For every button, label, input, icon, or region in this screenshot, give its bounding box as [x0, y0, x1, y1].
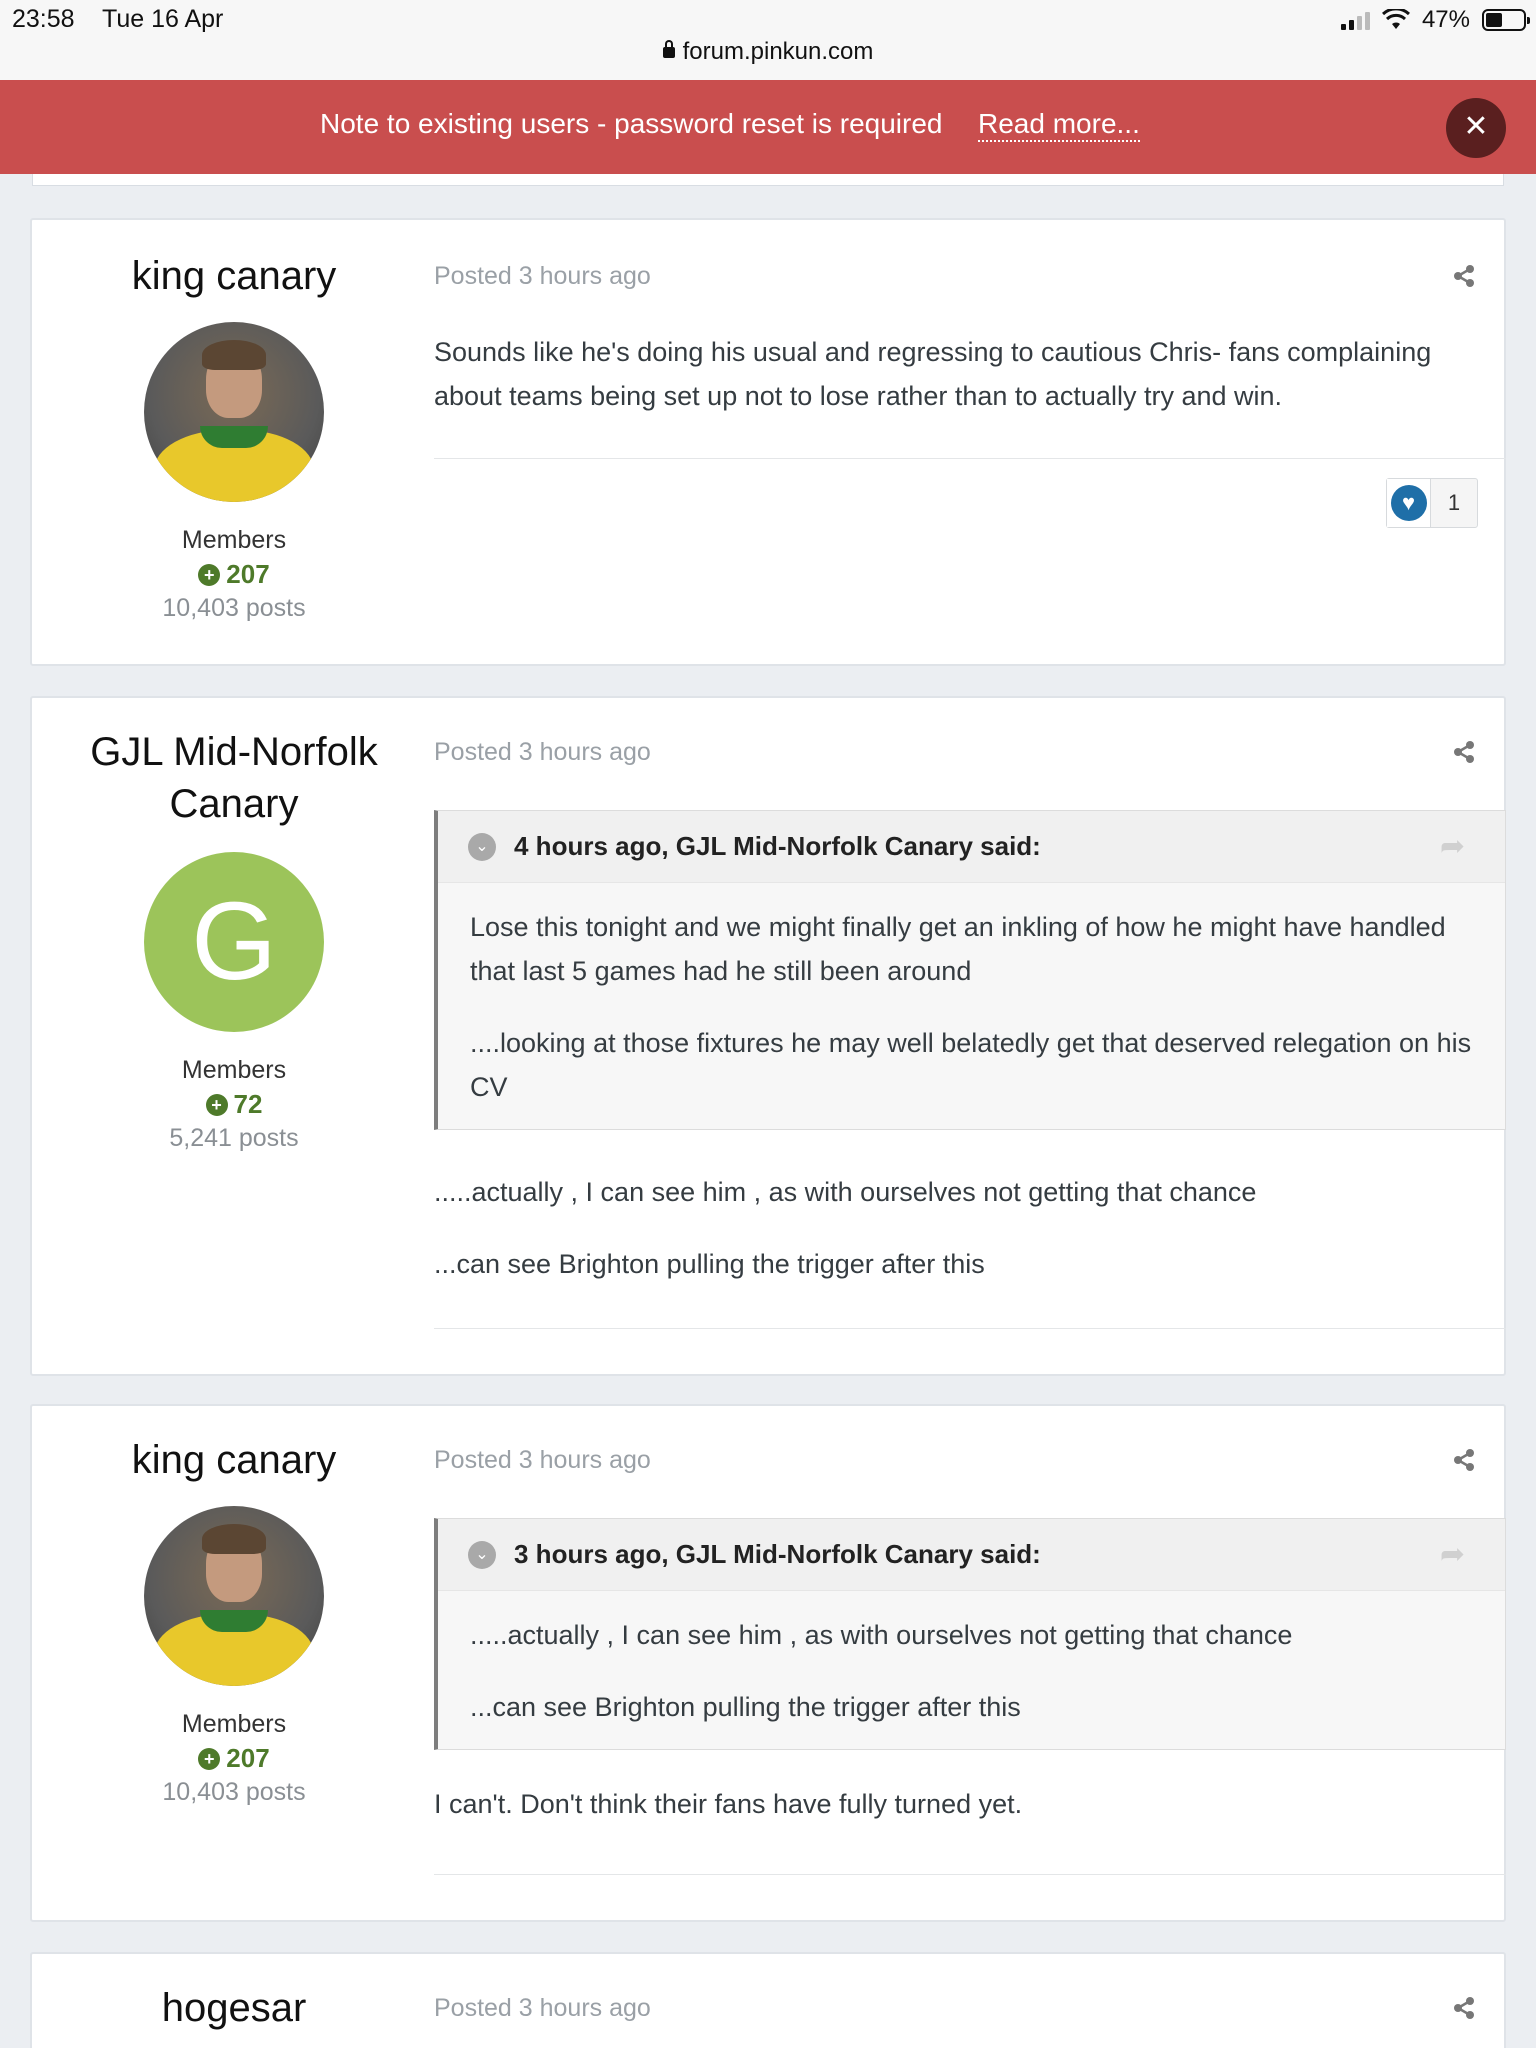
- status-indicators: [1341, 6, 1526, 34]
- quote-paragraph: .....actually , I can see him , as with ourselves not getting that chance: [470, 1620, 1293, 1650]
- post-card: [30, 1952, 1506, 2048]
- author-name[interactable]: king canary: [131, 254, 337, 298]
- share-icon[interactable]: [1452, 740, 1476, 764]
- quote-paragraph: Lose this tonight and we might finally get an inkling of how he might have handled that last 5 games had he still been around: [470, 912, 1446, 986]
- quote-block: [434, 810, 1506, 1130]
- share-icon[interactable]: [1452, 264, 1476, 288]
- author-name[interactable]: king canary: [131, 1438, 337, 1482]
- plus-icon: +: [198, 1748, 220, 1770]
- plus-icon: +: [198, 564, 220, 586]
- author-name[interactable]: GJL Mid-Norfolk Canary: [90, 730, 378, 826]
- battery-icon: [1482, 9, 1526, 31]
- quote-citation: 3 hours ago, GJL Mid-Norfolk Canary said:: [514, 1539, 1041, 1569]
- member-group: Members: [181, 526, 287, 554]
- announcement-banner: [0, 80, 1536, 174]
- post-divider: [434, 458, 1506, 459]
- reputation-badge: + 72: [32, 1089, 436, 1120]
- cellular-signal-icon: [1341, 10, 1370, 30]
- quote-body: [438, 883, 1505, 1129]
- quote-citation: 4 hours ago, GJL Mid-Norfolk Canary said:: [514, 831, 1041, 861]
- quote-block: [434, 1518, 1506, 1750]
- post-body: [434, 1170, 1482, 1286]
- post-divider: [434, 1874, 1506, 1875]
- post-body: [434, 330, 1482, 418]
- share-icon[interactable]: [1452, 1448, 1476, 1472]
- post-author-panel: [32, 1982, 436, 2034]
- post-card: [30, 1404, 1506, 1922]
- post-paragraph: Sounds like he's doing his usual and regressing to cautious Chris- fans complaining about teams being set up not to lose rather than to actually try and win.: [434, 337, 1432, 411]
- post-timestamp[interactable]: Posted 3 hours ago: [434, 1446, 651, 1474]
- reply-arrow-icon[interactable]: ➦: [1439, 1538, 1465, 1571]
- post-timestamp[interactable]: Posted 3 hours ago: [434, 262, 651, 290]
- wifi-icon: [1382, 9, 1410, 31]
- lock-icon: [663, 47, 675, 58]
- post-body: [434, 1782, 1482, 1826]
- avatar[interactable]: [144, 322, 324, 502]
- url-bar[interactable]: [0, 38, 1536, 66]
- previous-post-edge: [32, 174, 1504, 186]
- reaction-button[interactable]: [1386, 478, 1478, 528]
- banner-read-more-link[interactable]: Read more...: [978, 108, 1140, 142]
- avatar[interactable]: [144, 1506, 324, 1686]
- quote-header: [438, 811, 1505, 883]
- quote-body: [438, 1591, 1505, 1749]
- reply-arrow-icon[interactable]: ➦: [1439, 830, 1465, 863]
- author-name[interactable]: hogesar: [161, 1986, 307, 2030]
- banner-close-button[interactable]: ✕: [1446, 98, 1506, 158]
- post-timestamp[interactable]: Posted 3 hours ago: [434, 738, 651, 766]
- battery-percent: 47%: [1421, 6, 1470, 33]
- share-icon[interactable]: [1452, 1996, 1476, 2020]
- post-count: 10,403 posts: [162, 1778, 306, 1806]
- post-card: [30, 218, 1506, 666]
- post-author-panel: [32, 1434, 436, 1807]
- member-group: Members: [181, 1056, 287, 1084]
- post-paragraph: .....actually , I can see him , as with ourselves not getting that chance: [434, 1177, 1257, 1207]
- url-text: forum.pinkun.com: [682, 38, 874, 65]
- avatar[interactable]: G: [144, 852, 324, 1032]
- status-bar: [0, 0, 1536, 80]
- post-timestamp[interactable]: Posted 3 hours ago: [434, 1994, 651, 2022]
- quote-header: [438, 1519, 1505, 1591]
- post-count: 5,241 posts: [169, 1124, 299, 1152]
- member-group: Members: [181, 1710, 287, 1738]
- reputation-badge: + 207: [32, 559, 436, 590]
- heart-icon: ♥: [1391, 485, 1427, 521]
- post-divider: [434, 1328, 1506, 1329]
- post-author-panel: [32, 726, 436, 1153]
- plus-icon: +: [206, 1094, 228, 1116]
- banner-message: Note to existing users - password reset is required: [320, 108, 943, 139]
- reputation-badge: + 207: [32, 1743, 436, 1774]
- post-paragraph: ...can see Brighton pulling the trigger after this: [434, 1249, 985, 1279]
- chevron-down-icon[interactable]: ⌄: [468, 1541, 496, 1569]
- status-time: 23:58: [12, 5, 75, 33]
- post-count: 10,403 posts: [162, 594, 306, 622]
- reaction-count: 1: [1447, 490, 1461, 515]
- chevron-down-icon[interactable]: ⌄: [468, 833, 496, 861]
- post-author-panel: [32, 250, 436, 623]
- quote-paragraph: ...can see Brighton pulling the trigger after this: [470, 1692, 1021, 1722]
- post-card: [30, 696, 1506, 1376]
- status-date: Tue 16 Apr: [102, 5, 224, 33]
- quote-paragraph: ....looking at those fixtures he may well belatedly get that deserved relegation on his CV: [470, 1028, 1472, 1102]
- post-paragraph: I can't. Don't think their fans have fully turned yet.: [434, 1789, 1023, 1819]
